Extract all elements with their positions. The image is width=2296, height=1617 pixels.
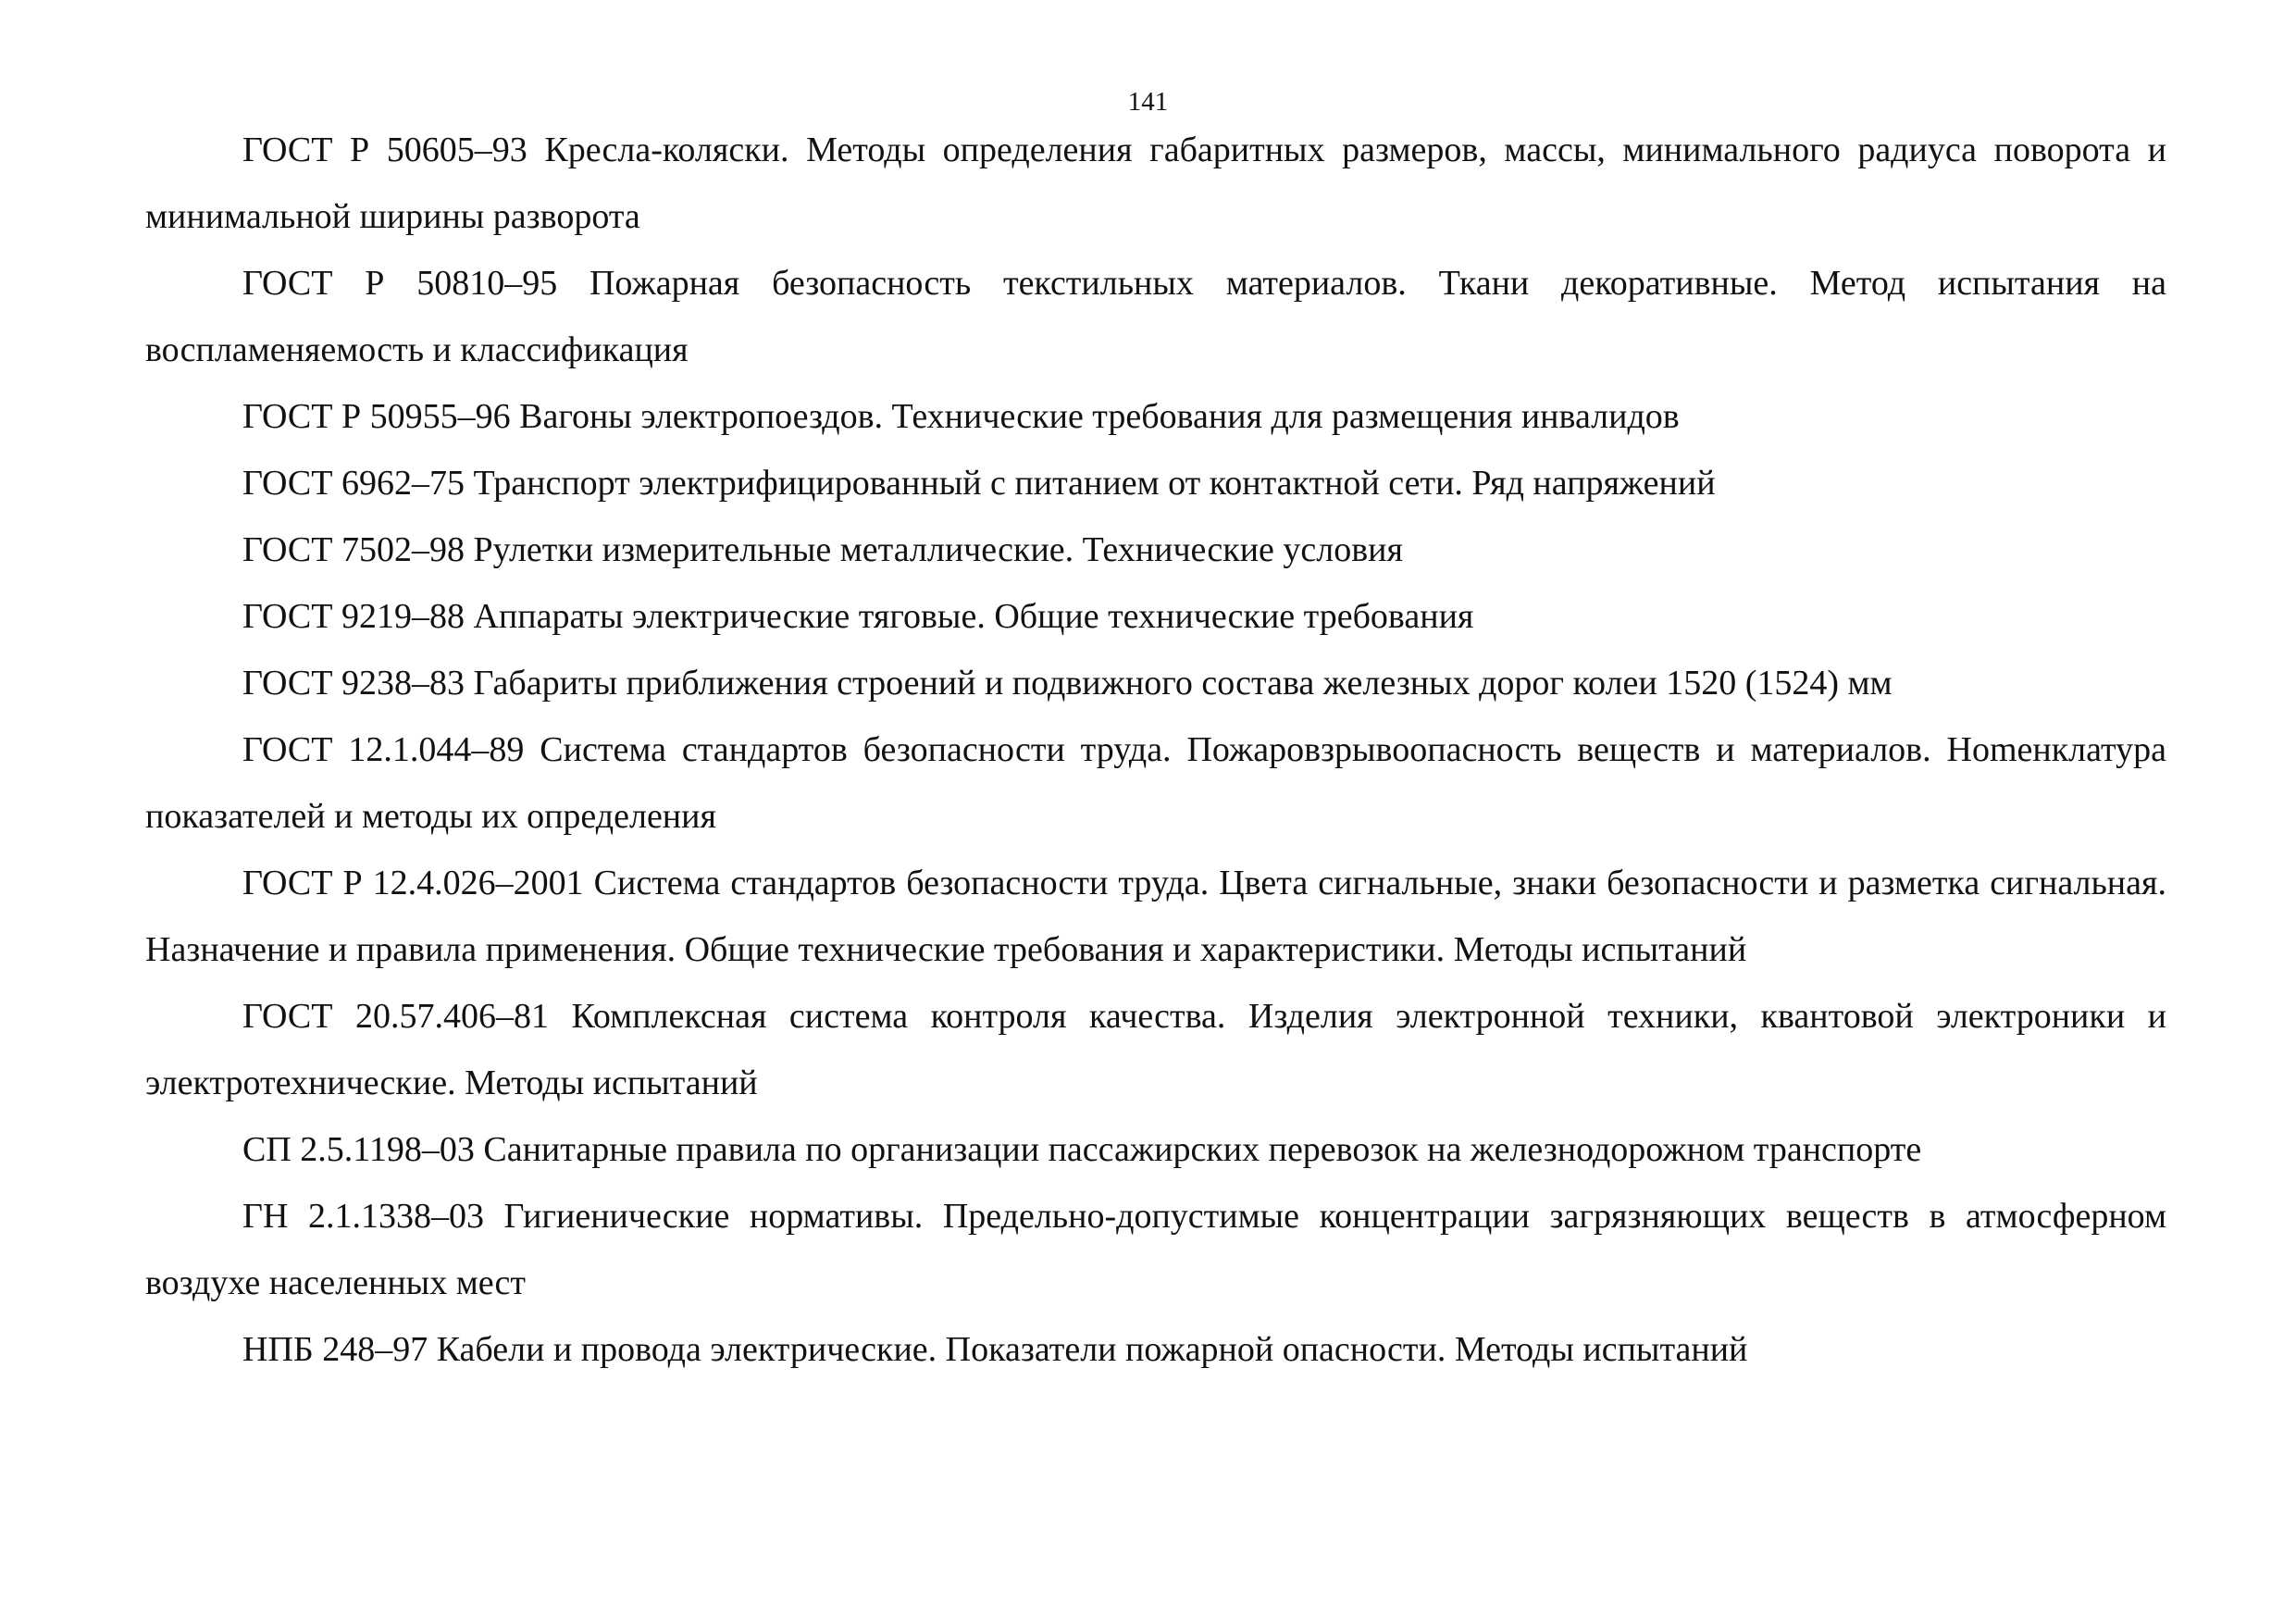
- reference-entry: ГОСТ Р 50810–95 Пожарная безопасность текстильных материалов. Ткани декоративные. Метод испытания на воспламеняемость и классификация: [145, 264, 2166, 369]
- reference-entry: ГН 2.1.1338–03 Гигиенические нормативы. Предельно-допустимые концентрации загрязняющих веществ в атмосферном воздухе населенных мест: [145, 1197, 2166, 1302]
- reference-list: [145, 117, 2166, 1383]
- reference-entry: ГОСТ 9238–83 Габариты приближения строений и подвижного состава железных дорог колеи 1520 (1524) мм: [242, 664, 1893, 703]
- reference-entry: ГОСТ Р 50955–96 Вагоны электропоездов. Технические требования для размещения инвалидов: [242, 397, 1680, 436]
- page-number: 141: [1127, 87, 1169, 117]
- reference-entry: ГОСТ Р 12.4.026–2001 Система стандартов безопасности труда. Цвета сигнальные, знаки безопасности и разметка сигнальная. Назначение и правила применения. Общие технические требования и характеристики. Методы испытаний: [145, 864, 2166, 969]
- reference-entry: НПБ 248–97 Кабели и провода электрические. Показатели пожарной опасности. Методы испытаний: [242, 1330, 1748, 1369]
- reference-entry: ГОСТ 6962–75 Транспорт электрифицированный с питанием от контактной сети. Ряд напряжений: [242, 464, 1716, 503]
- reference-entry: СП 2.5.1198–03 Санитарные правила по организации пассажирских перевозок на железнодорожном транспорте: [242, 1130, 1922, 1169]
- reference-entry: ГОСТ Р 50605–93 Кресла-коляски. Методы определения габаритных размеров, массы, минимального радиуса поворота и минимальной ширины разворота: [145, 131, 2166, 236]
- reference-entry: ГОСТ 20.57.406–81 Комплексная система контроля качества. Изделия электронной техники, квантовой электроники и электротехнические. Методы испытаний: [145, 997, 2166, 1102]
- reference-entry: ГОСТ 9219–88 Аппараты электрические тяговые. Общие технические требования: [242, 597, 1474, 636]
- reference-entry: ГОСТ 7502–98 Рулетки измерительные металлические. Технические условия: [242, 530, 1403, 569]
- reference-entry: ГОСТ 12.1.044–89 Система стандартов безопасности труда. Пожаровзрывоопасность веществ и материалов. Ноmенклатура показателей и методы их определения: [145, 730, 2166, 836]
